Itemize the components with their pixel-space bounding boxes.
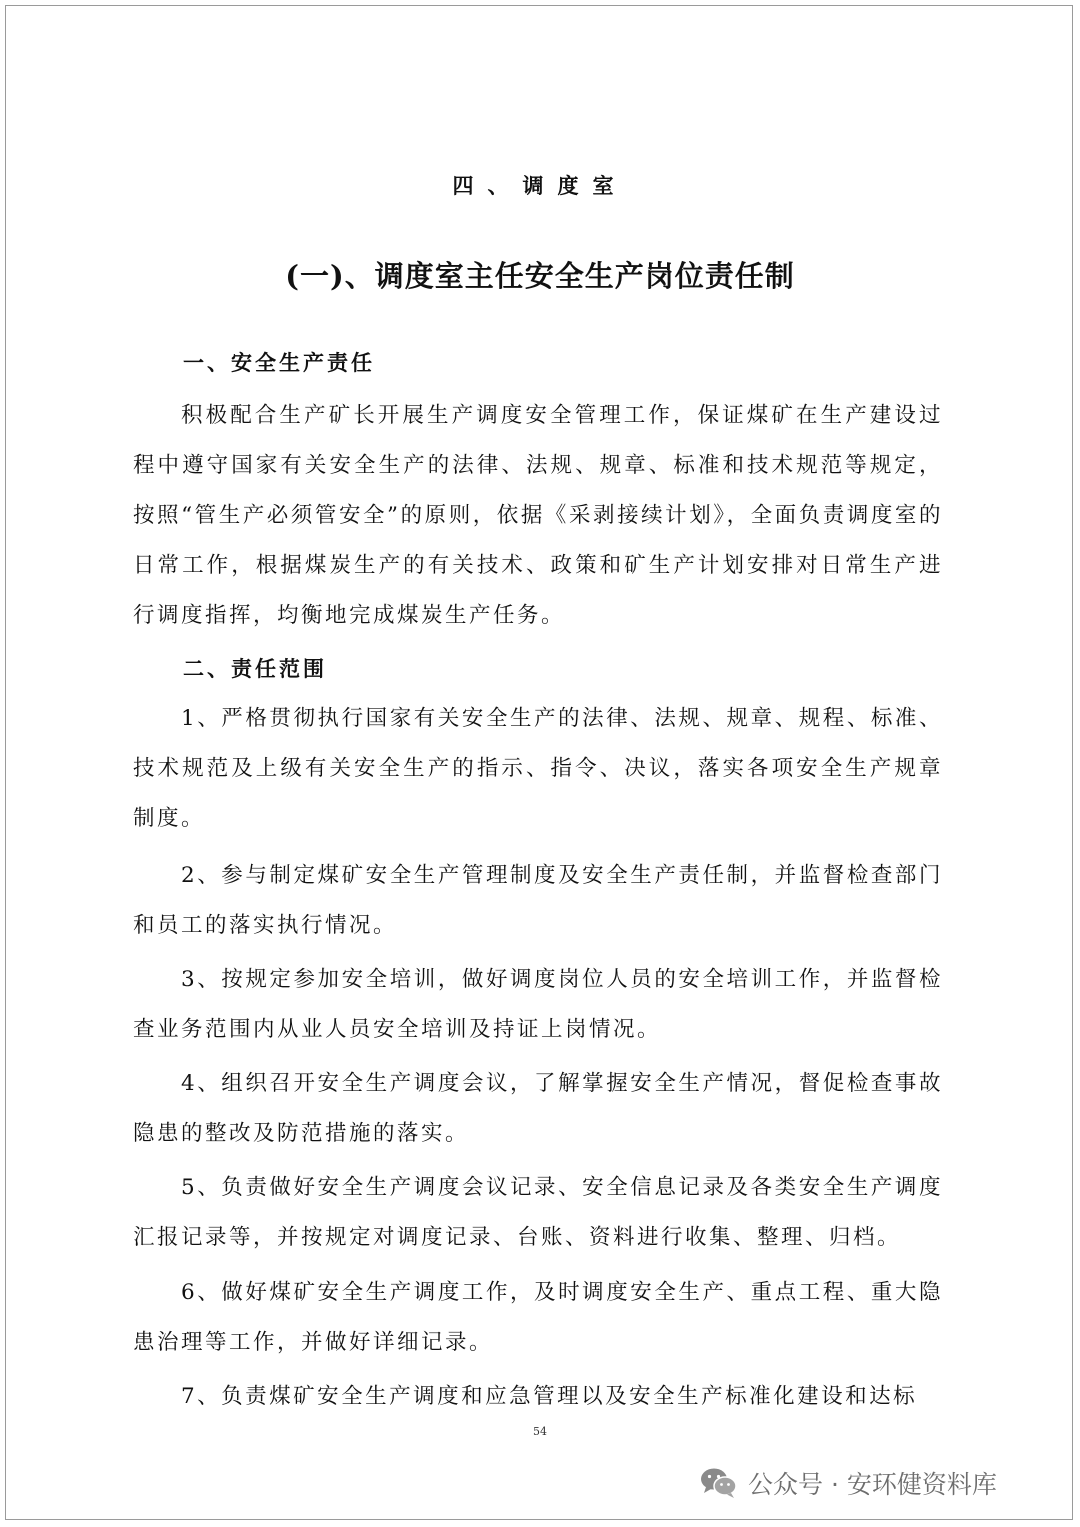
paragraph-safety-responsibility: 积极配合生产矿长开展生产调度安全管理工作，保证煤矿在生产建设过程中遵守国家有关安全生产的法律、法规、规章、标准和技术规范等规定，按照“管生产必须管安全”的原则，依据《采剥接续计划》，全面负责调度室的日常工作，根据煤炭生产的有关技术、政策和矿生产计划安排对日常生产进行调度指挥，均衡地完成煤炭生产任务。 [133,403,943,628]
list-item-1: 1、严格贯彻执行国家有关安全生产的法律、法规、规章、规程、标准、技术规范及上级有关安全生产的指示、指令、决议，落实各项安全生产规章制度。 [133,706,943,831]
list-item-7: 7、负责煤矿安全生产调度和应急管理以及安全生产标准化建设和达标 [181,1384,918,1409]
list-item-6: 6、做好煤矿安全生产调度工作，及时调度安全生产、重点工程、重大隐患治理等工作，并做好详细记录。 [133,1280,943,1355]
heading-safety-responsibility: 一、安全生产责任 [183,350,375,375]
list-item-5: 5、负责做好安全生产调度会议记录、安全信息记录及各类安全生产调度汇报记录等，并按规定对调度记录、台账、资料进行收集、整理、归档。 [133,1175,943,1250]
watermark [700,1463,997,1503]
watermark-text: 公众号 · 安环健资料库 [748,1470,997,1499]
document-title: (一)、调度室主任安全生产岗位责任制 [285,259,795,293]
list-item-4: 4、组织召开安全生产调度会议，了解掌握安全生产情况，督促检查事故隐患的整改及防范措施的落实。 [133,1071,943,1146]
heading-responsibility-scope: 二、责任范围 [183,656,327,681]
list-item-3: 3、按规定参加安全培训，做好调度岗位人员的安全培训工作，并监督检查业务范围内从业人员安全培训及持证上岗情况。 [133,967,943,1042]
wechat-icon [700,1467,738,1499]
list-item-2: 2、参与制定煤矿安全生产管理制度及安全生产责任制，并监督检查部门和员工的落实执行情况。 [133,863,943,938]
section-title: 四、调度室 [452,173,628,198]
page-number: 54 [533,1425,547,1438]
